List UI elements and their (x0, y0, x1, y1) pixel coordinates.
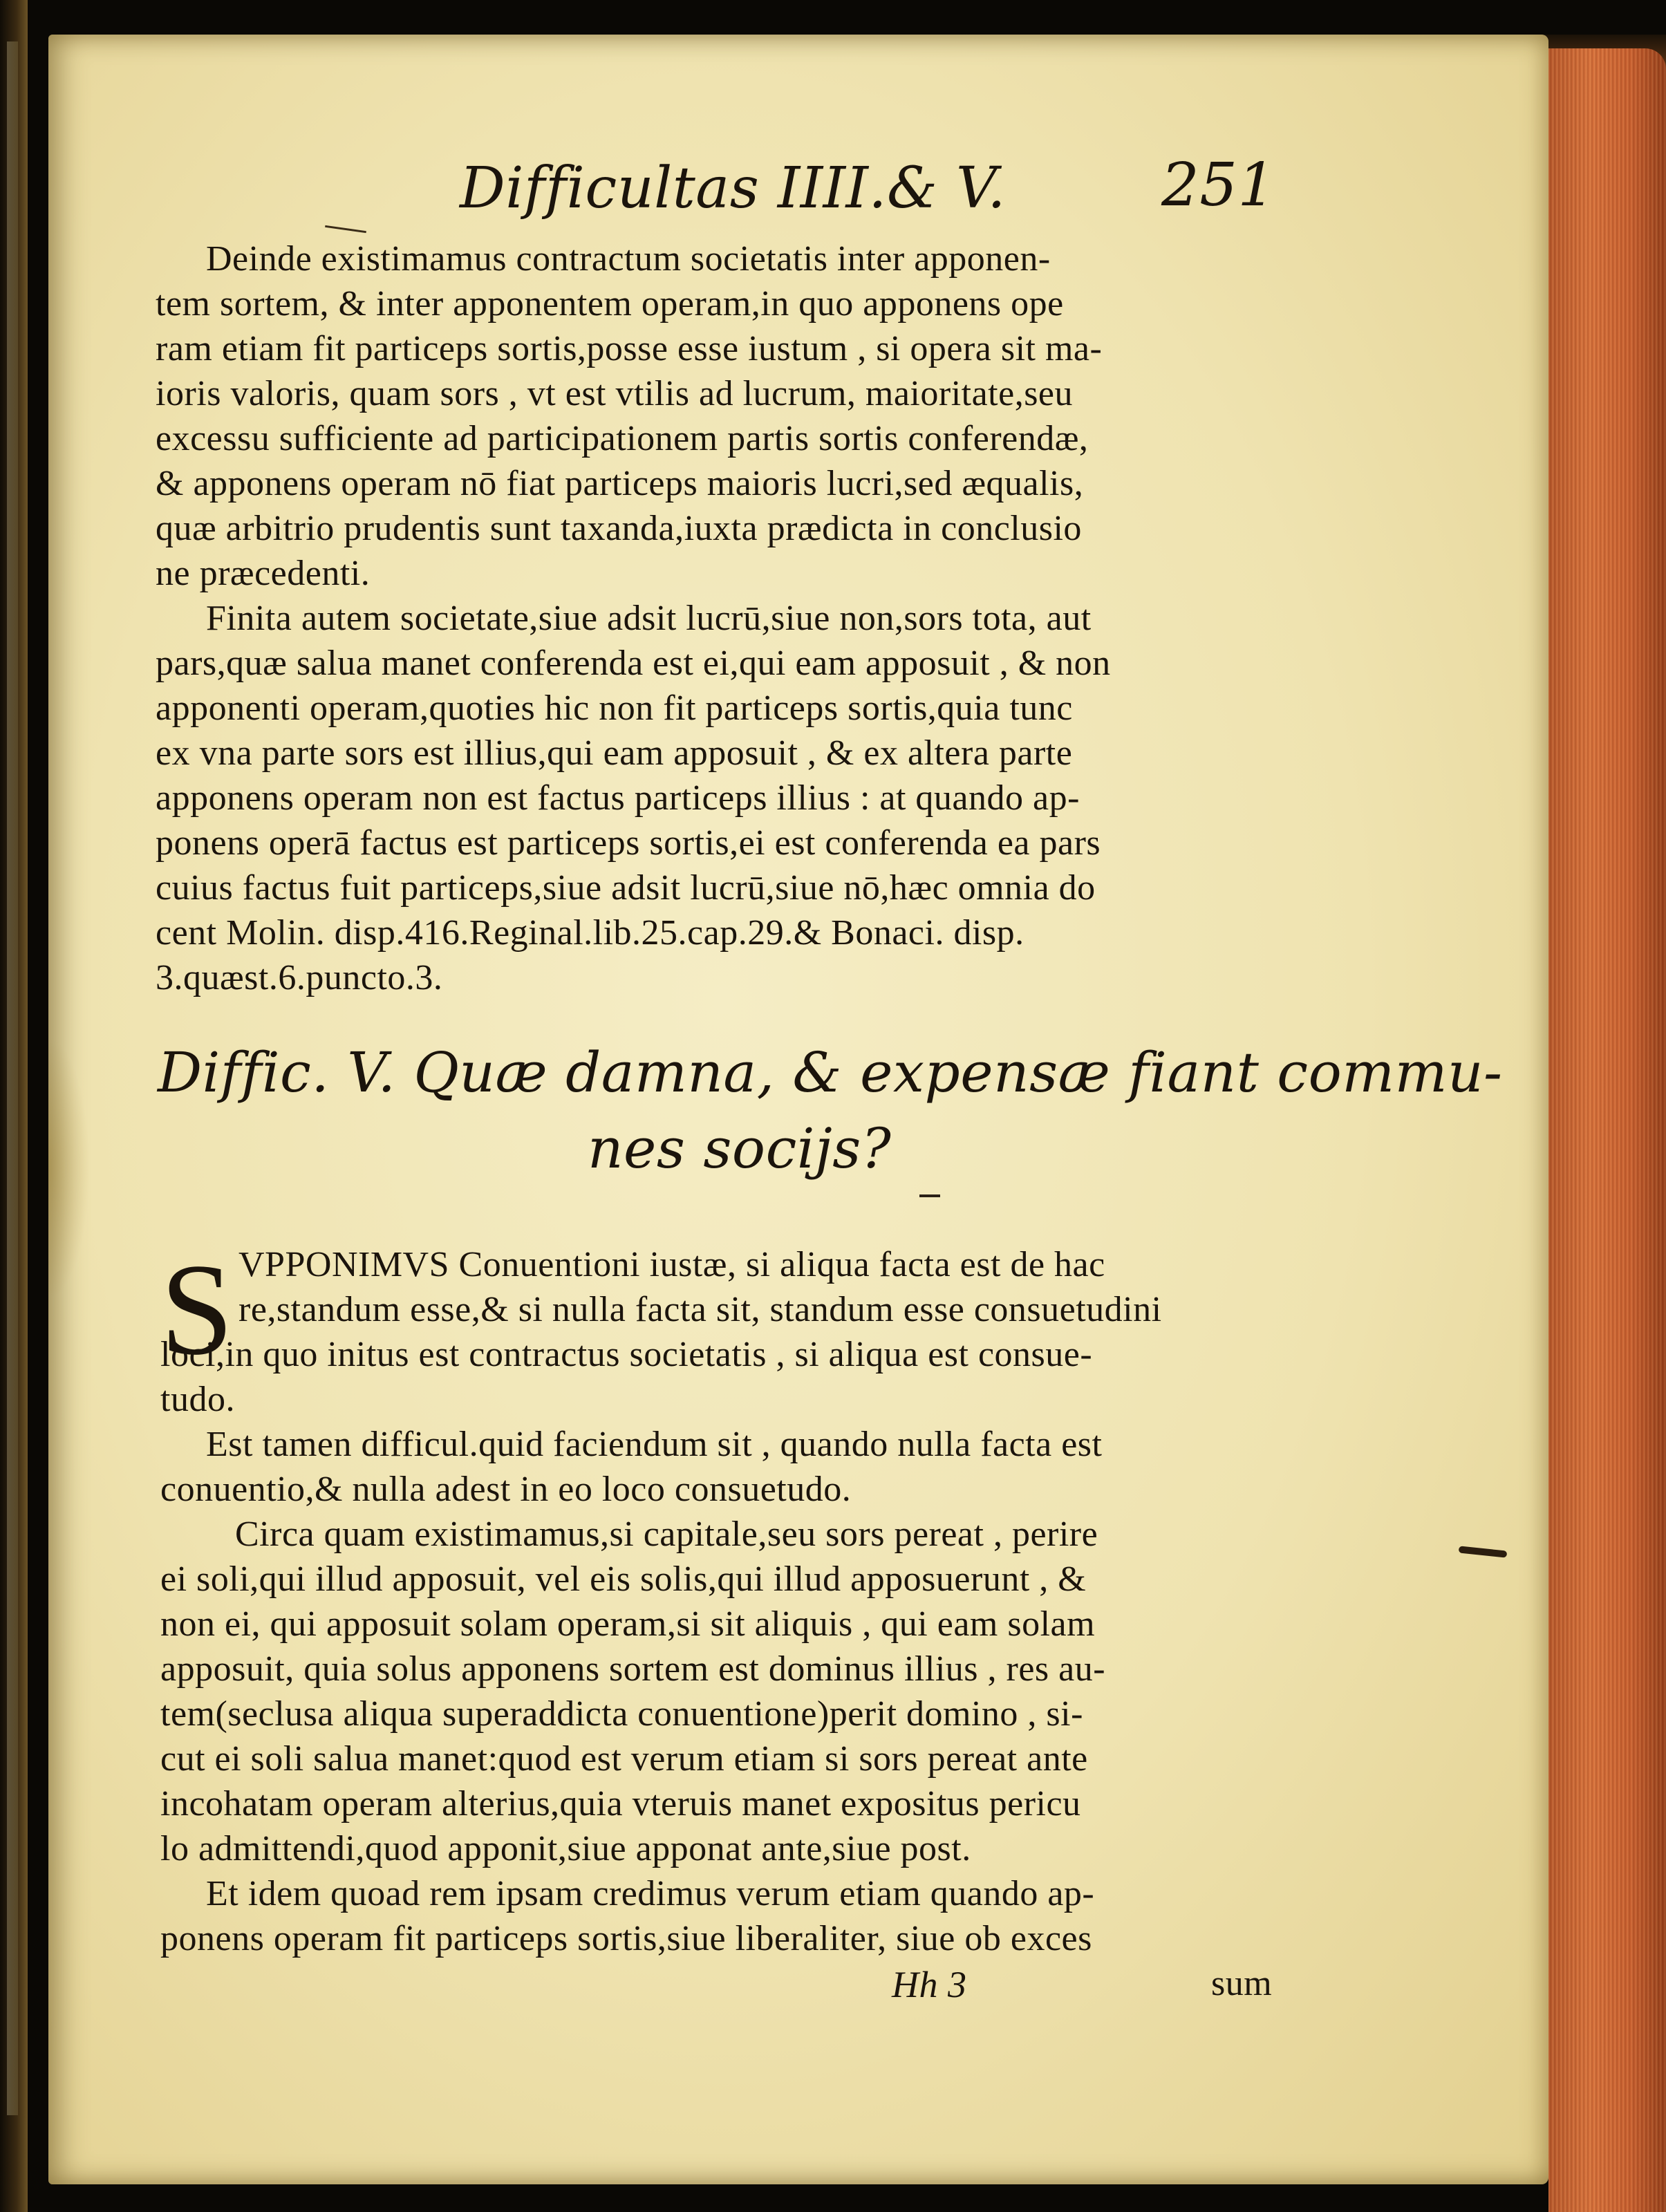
body-line: & apponens operam nō fiat particeps maioris lucri,sed æqualis, (156, 464, 1084, 503)
signature-mark: Hh 3 (892, 1964, 967, 2005)
body-line: Deinde existimamus contractum societatis inter apponen- (206, 239, 1051, 279)
body-line: Et idem quoad rem ipsam credimus verum etiam quando ap- (206, 1874, 1095, 1913)
body-line: Circa quam existimamus,si capitale,seu sors pereat , perire (235, 1515, 1098, 1554)
body-line: ne præcedenti. (156, 554, 371, 593)
body-line: pars,quæ salua manet conferenda est ei,qui eam apposuit , & non (156, 644, 1111, 683)
body-line: tem sortem, & inter apponentem operam,in quo apponens ope (156, 284, 1064, 324)
body-line: Est tamen difficul.quid faciendum sit , quando nulla facta est (206, 1425, 1103, 1464)
body-line: tem(seclusa aliqua superaddicta conuentione)perit domino , si- (160, 1694, 1083, 1734)
section-heading-line1: Diffic. V. Quæ damna, & expensæ fiant commu- (158, 1040, 1503, 1105)
body-line: cut ei soli salua manet:quod est verum etiam si sors pereat ante (160, 1739, 1088, 1779)
catchword: sum (1211, 1964, 1273, 2003)
body-line: cuius factus fuit particeps,siue adsit lucrū,siue nō,hæc omnia do (156, 868, 1096, 908)
body-line: lo admittendi,quod apponit,siue apponat ante,siue post. (160, 1829, 971, 1868)
body-line: cent Molin. disp.416.Reginal.lib.25.cap.29.& Bonaci. disp. (156, 913, 1024, 953)
body-line: ponens operā factus est particeps sortis,ei est conferenda ea pars (156, 823, 1101, 863)
body-line: incohatam operam alterius,quia vteruis manet expositus pericu (160, 1784, 1081, 1824)
running-head-title: Difficultas IIII.& V. (460, 156, 1006, 221)
body-line: quæ arbitrio prudentis sunt taxanda,iuxta prædicta in conclusio (156, 509, 1082, 548)
body-line: apponens operam non est factus particeps illius : at quando ap- (156, 778, 1080, 818)
body-line: ex vna parte sors est illius,qui eam apposuit , & ex altera parte (156, 733, 1073, 773)
body-line: apposuit, quia solus apponens sortem est dominus illius , res au- (160, 1649, 1106, 1689)
page-number: 251 (1161, 151, 1276, 220)
body-line: Finita autem societate,siue adsit lucrū,siue non,sors tota, aut (206, 599, 1092, 638)
body-line: ioris valoris, quam sors , vt est vtilis ad lucrum, maioritate,seu (156, 374, 1074, 413)
body-line: re,standum esse,& si nulla facta sit, standum esse consuetudini (238, 1290, 1162, 1329)
page-fore-edges (1548, 48, 1666, 2212)
body-line: excessu sufficiente ad participationem partis sortis conferendæ, (156, 419, 1089, 458)
section-heading-line2: nes socijs? (588, 1116, 892, 1181)
body-line: ponens operam fit particeps sortis,siue liberaliter, siue ob exces (160, 1919, 1092, 1958)
drop-cap-initial: S (160, 1237, 234, 1382)
body-line: apponenti operam,quoties hic non fit particeps sortis,quia tunc (156, 688, 1073, 728)
page-stain (48, 1037, 90, 1300)
body-line: ei soli,qui illud apposuit, vel eis solis,qui illud apposuerunt , & (160, 1559, 1087, 1599)
body-line: loci,in quo initus est contractus societatis , si aliqua est consue- (160, 1335, 1093, 1374)
heading-dash (919, 1194, 940, 1197)
body-line: VPPONIMVS Conuentioni iustæ, si aliqua facta est de hac (238, 1245, 1105, 1284)
body-line: tudo. (160, 1380, 235, 1419)
body-line: non ei, qui apposuit solam operam,si sit aliquis , qui eam solam (160, 1604, 1096, 1644)
body-line: conuentio,& nulla adest in eo loco consuetudo. (160, 1470, 852, 1509)
previous-page-edge (7, 41, 18, 2115)
body-line: ram etiam fit particeps sortis,posse esse iustum , si opera sit ma- (156, 329, 1103, 368)
body-line: 3.quæst.6.puncto.3. (156, 958, 443, 997)
